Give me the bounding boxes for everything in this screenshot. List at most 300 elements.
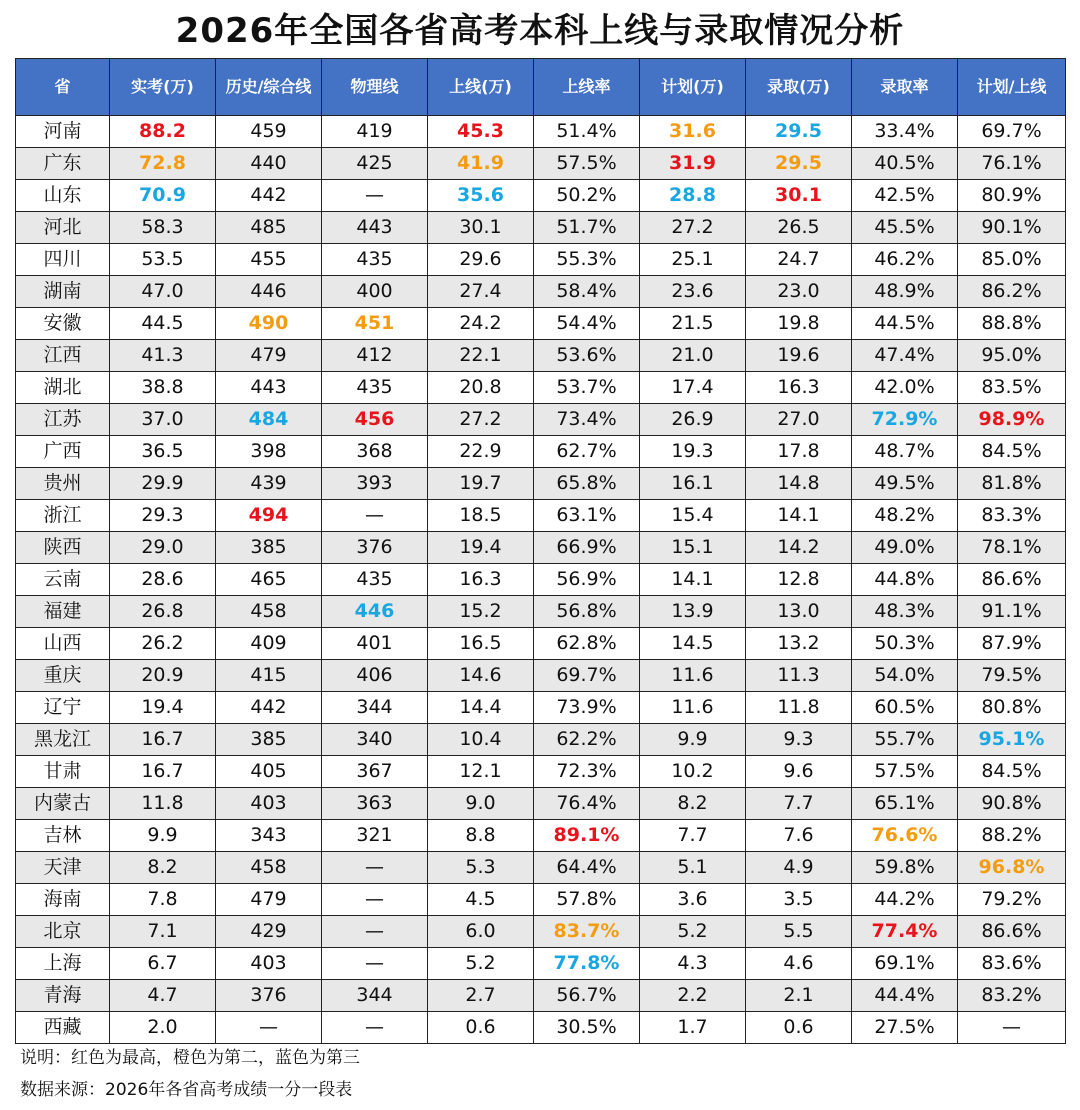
table-cell: 443	[322, 212, 428, 244]
table-cell: 11.8	[110, 788, 216, 820]
table-cell: 9.9	[640, 724, 746, 756]
table-cell: 57.5%	[534, 148, 640, 180]
table-cell: 4.5	[428, 884, 534, 916]
table-cell: 83.7%	[534, 916, 640, 948]
table-cell: —	[322, 500, 428, 532]
table-cell: 19.4	[428, 532, 534, 564]
table-cell: 8.2	[110, 852, 216, 884]
table-cell: 0.6	[428, 1012, 534, 1044]
table-cell: 2.7	[428, 980, 534, 1012]
table-cell: 89.1%	[534, 820, 640, 852]
table-cell: 14.8	[746, 468, 852, 500]
table-cell: 442	[216, 180, 322, 212]
table-row	[16, 596, 1066, 628]
table-cell: 24.2	[428, 308, 534, 340]
table-cell: 465	[216, 564, 322, 596]
table-cell: 484	[216, 404, 322, 436]
province-cell: 海南	[16, 884, 110, 916]
table-cell: 37.0	[110, 404, 216, 436]
province-cell: 内蒙古	[16, 788, 110, 820]
table-cell: —	[958, 1012, 1066, 1044]
province-cell: 天津	[16, 852, 110, 884]
table-row	[16, 980, 1066, 1012]
province-cell: 江苏	[16, 404, 110, 436]
table-cell: 363	[322, 788, 428, 820]
table-cell: 19.3	[640, 436, 746, 468]
table-row	[16, 820, 1066, 852]
table-cell: 42.5%	[852, 180, 958, 212]
table-cell: 62.8%	[534, 628, 640, 660]
table-cell: 16.3	[746, 372, 852, 404]
table-cell: 442	[216, 692, 322, 724]
table-cell: 48.2%	[852, 500, 958, 532]
table-cell: 14.1	[640, 564, 746, 596]
table-cell: 403	[216, 788, 322, 820]
table-cell: 44.5%	[852, 308, 958, 340]
table-cell: 367	[322, 756, 428, 788]
table-cell: 343	[216, 820, 322, 852]
column-header: 上线率	[534, 59, 640, 116]
table-cell: 53.6%	[534, 340, 640, 372]
column-header: 计划(万)	[640, 59, 746, 116]
table-cell: 29.3	[110, 500, 216, 532]
table-cell: 45.3	[428, 116, 534, 148]
table-cell: 76.4%	[534, 788, 640, 820]
province-cell: 陕西	[16, 532, 110, 564]
table-row	[16, 852, 1066, 884]
table-cell: 47.0	[110, 276, 216, 308]
table-row	[16, 948, 1066, 980]
table-cell: 376	[322, 532, 428, 564]
table-cell: 409	[216, 628, 322, 660]
table-cell: 17.8	[746, 436, 852, 468]
data-table	[15, 58, 1066, 1044]
table-cell: 18.5	[428, 500, 534, 532]
table-cell: 27.0	[746, 404, 852, 436]
table-cell: 29.9	[110, 468, 216, 500]
table-cell: 429	[216, 916, 322, 948]
table-row	[16, 788, 1066, 820]
table-cell: 95.0%	[958, 340, 1066, 372]
province-cell: 四川	[16, 244, 110, 276]
table-cell: 398	[216, 436, 322, 468]
table-cell: 9.3	[746, 724, 852, 756]
province-cell: 湖北	[16, 372, 110, 404]
table-cell: 57.5%	[852, 756, 958, 788]
table-cell: 3.6	[640, 884, 746, 916]
table-cell: 51.4%	[534, 116, 640, 148]
table-cell: 26.2	[110, 628, 216, 660]
table-cell: 83.6%	[958, 948, 1066, 980]
table-cell: 8.8	[428, 820, 534, 852]
table-cell: 456	[322, 404, 428, 436]
column-header: 录取率	[852, 59, 958, 116]
data-table-wrapper	[15, 58, 1066, 1044]
table-cell: 14.2	[746, 532, 852, 564]
table-cell: 458	[216, 852, 322, 884]
table-cell: 4.6	[746, 948, 852, 980]
table-cell: 50.3%	[852, 628, 958, 660]
table-cell: 73.9%	[534, 692, 640, 724]
table-cell: 368	[322, 436, 428, 468]
table-cell: 72.9%	[852, 404, 958, 436]
table-cell: 83.2%	[958, 980, 1066, 1012]
table-cell: 405	[216, 756, 322, 788]
table-cell: 95.1%	[958, 724, 1066, 756]
table-cell: 46.2%	[852, 244, 958, 276]
table-cell: 90.8%	[958, 788, 1066, 820]
column-header: 录取(万)	[746, 59, 852, 116]
source-note: 数据来源：2026年各省高考成绩一分一段表	[20, 1080, 353, 1100]
table-cell: 49.5%	[852, 468, 958, 500]
table-cell: —	[322, 948, 428, 980]
table-cell: 19.8	[746, 308, 852, 340]
table-cell: 86.6%	[958, 916, 1066, 948]
table-cell: 27.2	[428, 404, 534, 436]
table-cell: —	[322, 916, 428, 948]
table-cell: 21.5	[640, 308, 746, 340]
table-cell: 5.1	[640, 852, 746, 884]
table-row	[16, 468, 1066, 500]
table-cell: 28.8	[640, 180, 746, 212]
table-cell: 69.7%	[534, 660, 640, 692]
column-header: 历史/综合线	[216, 59, 322, 116]
table-cell: 98.9%	[958, 404, 1066, 436]
province-cell: 广东	[16, 148, 110, 180]
table-cell: 393	[322, 468, 428, 500]
table-cell: 31.9	[640, 148, 746, 180]
table-cell: 9.9	[110, 820, 216, 852]
table-cell: 26.5	[746, 212, 852, 244]
table-cell: 15.4	[640, 500, 746, 532]
table-cell: 72.8	[110, 148, 216, 180]
table-cell: —	[322, 180, 428, 212]
table-cell: 11.6	[640, 692, 746, 724]
table-cell: 425	[322, 148, 428, 180]
table-cell: 70.9	[110, 180, 216, 212]
table-cell: 29.5	[746, 116, 852, 148]
table-cell: 13.2	[746, 628, 852, 660]
table-cell: 31.6	[640, 116, 746, 148]
table-cell: 344	[322, 692, 428, 724]
province-cell: 辽宁	[16, 692, 110, 724]
table-cell: 446	[322, 596, 428, 628]
table-cell: 55.7%	[852, 724, 958, 756]
table-cell: 443	[216, 372, 322, 404]
table-cell: 72.3%	[534, 756, 640, 788]
table-cell: 44.8%	[852, 564, 958, 596]
table-row	[16, 148, 1066, 180]
table-row	[16, 116, 1066, 148]
table-cell: 16.1	[640, 468, 746, 500]
table-cell: 57.8%	[534, 884, 640, 916]
table-cell: 35.6	[428, 180, 534, 212]
table-row	[16, 532, 1066, 564]
table-cell: 84.5%	[958, 436, 1066, 468]
table-cell: 401	[322, 628, 428, 660]
table-cell: 62.7%	[534, 436, 640, 468]
table-cell: 14.6	[428, 660, 534, 692]
table-header-row	[16, 59, 1066, 116]
table-row	[16, 308, 1066, 340]
table-cell: 3.5	[746, 884, 852, 916]
table-cell: 64.4%	[534, 852, 640, 884]
province-cell: 福建	[16, 596, 110, 628]
table-cell: 2.1	[746, 980, 852, 1012]
table-cell: 4.7	[110, 980, 216, 1012]
table-cell: 7.7	[640, 820, 746, 852]
column-header: 计划/上线	[958, 59, 1066, 116]
table-cell: 83.5%	[958, 372, 1066, 404]
table-cell: 412	[322, 340, 428, 372]
table-cell: 440	[216, 148, 322, 180]
table-cell: 54.4%	[534, 308, 640, 340]
table-cell: 12.8	[746, 564, 852, 596]
table-cell: 16.3	[428, 564, 534, 596]
table-cell: 38.8	[110, 372, 216, 404]
table-cell: 16.7	[110, 724, 216, 756]
table-cell: 26.8	[110, 596, 216, 628]
table-cell: 48.9%	[852, 276, 958, 308]
table-cell: 56.9%	[534, 564, 640, 596]
province-cell: 西藏	[16, 1012, 110, 1044]
table-cell: 86.6%	[958, 564, 1066, 596]
table-cell: 90.1%	[958, 212, 1066, 244]
table-cell: 44.2%	[852, 884, 958, 916]
province-cell: 上海	[16, 948, 110, 980]
table-cell: 84.5%	[958, 756, 1066, 788]
table-cell: 344	[322, 980, 428, 1012]
table-cell: 69.7%	[958, 116, 1066, 148]
table-cell: 5.2	[640, 916, 746, 948]
table-cell: 77.8%	[534, 948, 640, 980]
table-cell: 45.5%	[852, 212, 958, 244]
table-cell: 26.9	[640, 404, 746, 436]
table-cell: 48.7%	[852, 436, 958, 468]
table-cell: 20.9	[110, 660, 216, 692]
province-cell: 河南	[16, 116, 110, 148]
province-cell: 吉林	[16, 820, 110, 852]
table-cell: 27.2	[640, 212, 746, 244]
table-cell: 33.4%	[852, 116, 958, 148]
table-cell: 2.2	[640, 980, 746, 1012]
province-cell: 甘肃	[16, 756, 110, 788]
table-cell: 415	[216, 660, 322, 692]
table-cell: —	[322, 852, 428, 884]
table-cell: 23.0	[746, 276, 852, 308]
province-cell: 黑龙江	[16, 724, 110, 756]
table-cell: 21.0	[640, 340, 746, 372]
table-cell: 86.2%	[958, 276, 1066, 308]
table-cell: 69.1%	[852, 948, 958, 980]
table-cell: 49.0%	[852, 532, 958, 564]
table-cell: 419	[322, 116, 428, 148]
table-cell: 55.3%	[534, 244, 640, 276]
table-row	[16, 404, 1066, 436]
table-cell: 455	[216, 244, 322, 276]
province-cell: 重庆	[16, 660, 110, 692]
table-cell: 29.5	[746, 148, 852, 180]
table-cell: 88.8%	[958, 308, 1066, 340]
table-cell: 385	[216, 724, 322, 756]
table-cell: 6.7	[110, 948, 216, 980]
table-cell: 7.8	[110, 884, 216, 916]
table-cell: 11.6	[640, 660, 746, 692]
table-cell: 10.4	[428, 724, 534, 756]
table-cell: 79.2%	[958, 884, 1066, 916]
table-cell: 451	[322, 308, 428, 340]
table-cell: 22.1	[428, 340, 534, 372]
table-cell: 321	[322, 820, 428, 852]
table-cell: 53.7%	[534, 372, 640, 404]
table-cell: 65.8%	[534, 468, 640, 500]
table-cell: 13.9	[640, 596, 746, 628]
table-cell: 30.1	[746, 180, 852, 212]
table-cell: 76.6%	[852, 820, 958, 852]
table-cell: 29.0	[110, 532, 216, 564]
table-cell: 9.6	[746, 756, 852, 788]
table-cell: 19.7	[428, 468, 534, 500]
table-row	[16, 884, 1066, 916]
table-cell: —	[322, 1012, 428, 1044]
table-cell: 13.0	[746, 596, 852, 628]
table-cell: 0.6	[746, 1012, 852, 1044]
table-cell: 23.6	[640, 276, 746, 308]
table-cell: 485	[216, 212, 322, 244]
table-cell: 14.1	[746, 500, 852, 532]
table-cell: 41.3	[110, 340, 216, 372]
legend-note: 说明：红色为最高，橙色为第二，蓝色为第三	[20, 1048, 360, 1068]
column-header: 物理线	[322, 59, 428, 116]
table-cell: 7.6	[746, 820, 852, 852]
province-cell: 安徽	[16, 308, 110, 340]
table-row	[16, 628, 1066, 660]
table-row	[16, 500, 1066, 532]
table-cell: 44.4%	[852, 980, 958, 1012]
table-cell: 58.3	[110, 212, 216, 244]
table-cell: 51.7%	[534, 212, 640, 244]
table-cell: 96.8%	[958, 852, 1066, 884]
table-cell: 5.2	[428, 948, 534, 980]
table-cell: 15.1	[640, 532, 746, 564]
table-cell: 458	[216, 596, 322, 628]
table-cell: 400	[322, 276, 428, 308]
province-cell: 江西	[16, 340, 110, 372]
table-cell: 77.4%	[852, 916, 958, 948]
table-cell: 6.0	[428, 916, 534, 948]
table-cell: 60.5%	[852, 692, 958, 724]
province-cell: 河北	[16, 212, 110, 244]
table-row	[16, 756, 1066, 788]
table-cell: 479	[216, 884, 322, 916]
table-cell: 435	[322, 244, 428, 276]
column-header: 省	[16, 59, 110, 116]
table-cell: 8.2	[640, 788, 746, 820]
table-cell: 14.5	[640, 628, 746, 660]
table-cell: 56.7%	[534, 980, 640, 1012]
column-header: 实考(万)	[110, 59, 216, 116]
table-cell: 7.1	[110, 916, 216, 948]
table-cell: 48.3%	[852, 596, 958, 628]
province-cell: 湖南	[16, 276, 110, 308]
table-row	[16, 180, 1066, 212]
table-cell: 4.3	[640, 948, 746, 980]
table-row	[16, 372, 1066, 404]
table-cell: 58.4%	[534, 276, 640, 308]
table-row	[16, 244, 1066, 276]
table-cell: 435	[322, 564, 428, 596]
table-cell: 42.0%	[852, 372, 958, 404]
table-row	[16, 340, 1066, 372]
table-cell: 4.9	[746, 852, 852, 884]
table-cell: 28.6	[110, 564, 216, 596]
column-header: 上线(万)	[428, 59, 534, 116]
table-cell: 27.5%	[852, 1012, 958, 1044]
chart-title: 2026年全国各省高考本科上线与录取情况分析	[175, 11, 905, 51]
table-cell: 91.1%	[958, 596, 1066, 628]
table-cell: 41.9	[428, 148, 534, 180]
table-cell: 11.8	[746, 692, 852, 724]
table-cell: 439	[216, 468, 322, 500]
table-cell: 340	[322, 724, 428, 756]
table-cell: 25.1	[640, 244, 746, 276]
table-row	[16, 1012, 1066, 1044]
table-cell: 435	[322, 372, 428, 404]
table-cell: 79.5%	[958, 660, 1066, 692]
table-cell: 2.0	[110, 1012, 216, 1044]
table-cell: 15.2	[428, 596, 534, 628]
table-cell: 459	[216, 116, 322, 148]
table-cell: 30.1	[428, 212, 534, 244]
table-cell: 19.4	[110, 692, 216, 724]
table-row	[16, 564, 1066, 596]
table-cell: 376	[216, 980, 322, 1012]
province-cell: 山东	[16, 180, 110, 212]
table-cell: 50.2%	[534, 180, 640, 212]
table-cell: 446	[216, 276, 322, 308]
table-cell: 36.5	[110, 436, 216, 468]
table-cell: 27.4	[428, 276, 534, 308]
table-cell: 87.9%	[958, 628, 1066, 660]
table-cell: 56.8%	[534, 596, 640, 628]
table-cell: 5.5	[746, 916, 852, 948]
table-cell: —	[216, 1012, 322, 1044]
table-row	[16, 276, 1066, 308]
table-cell: 54.0%	[852, 660, 958, 692]
table-row	[16, 916, 1066, 948]
table-cell: 16.5	[428, 628, 534, 660]
table-cell: 20.8	[428, 372, 534, 404]
table-cell: 494	[216, 500, 322, 532]
table-cell: 24.7	[746, 244, 852, 276]
table-cell: 85.0%	[958, 244, 1066, 276]
table-cell: 385	[216, 532, 322, 564]
table-row	[16, 724, 1066, 756]
table-cell: 59.8%	[852, 852, 958, 884]
table-row	[16, 436, 1066, 468]
table-cell: 17.4	[640, 372, 746, 404]
table-cell: 62.2%	[534, 724, 640, 756]
table-cell: 83.3%	[958, 500, 1066, 532]
table-row	[16, 212, 1066, 244]
table-cell: 479	[216, 340, 322, 372]
table-cell: 22.9	[428, 436, 534, 468]
table-cell: 81.8%	[958, 468, 1066, 500]
table-cell: 76.1%	[958, 148, 1066, 180]
table-cell: 5.3	[428, 852, 534, 884]
table-cell: 40.5%	[852, 148, 958, 180]
province-cell: 云南	[16, 564, 110, 596]
